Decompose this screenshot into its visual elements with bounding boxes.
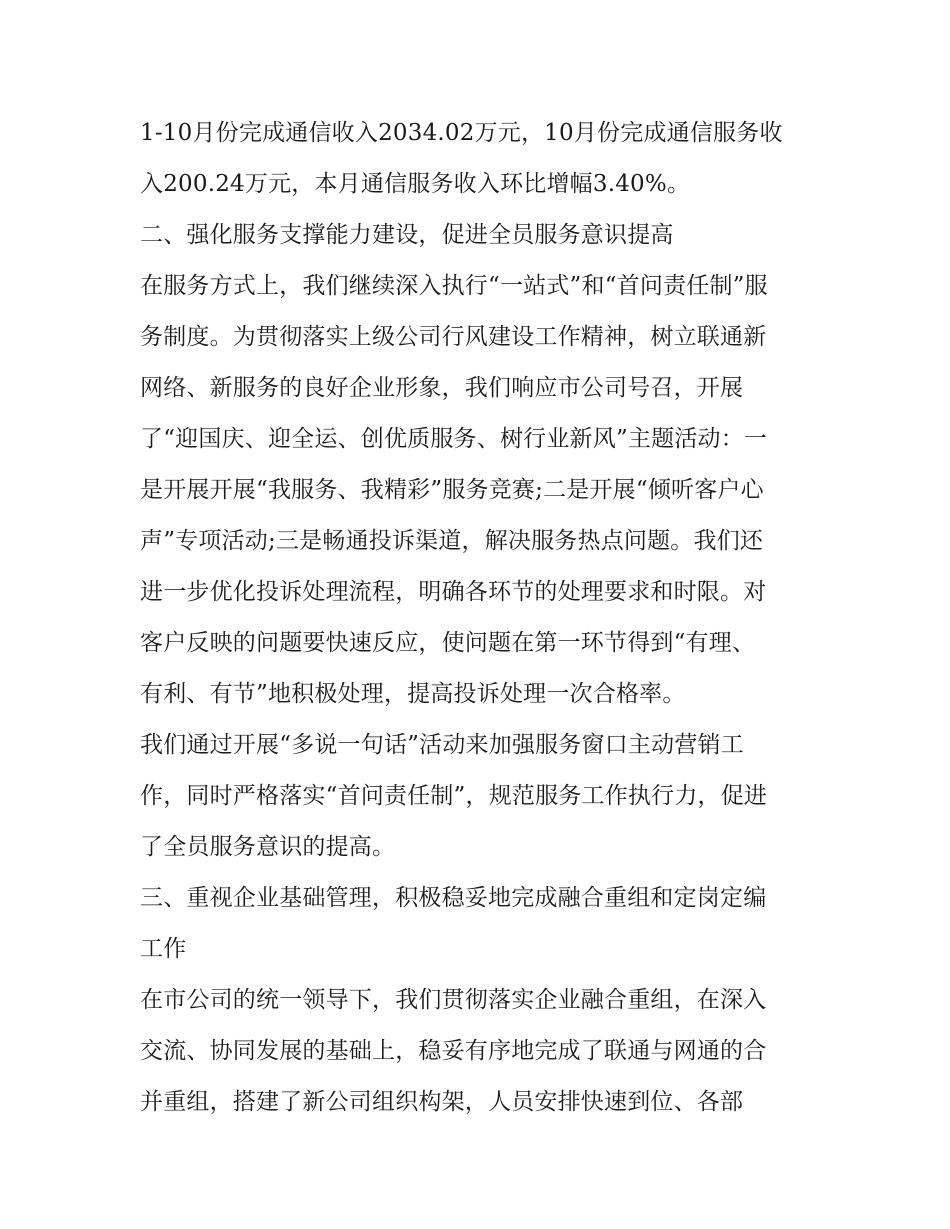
text-line: 是开展开展“我服务、我精彩”服务竞赛;二是开展“倾听客户心 — [140, 477, 764, 503]
text-line: 1-10月份完成通信收入2034.02万元，10月份完成通信服务收 — [140, 120, 783, 146]
text-line: 网络、新服务的良好企业形象，我们响应市公司号召，开展 — [140, 375, 744, 401]
text-line: 了全员服务意识的提高。 — [140, 834, 396, 860]
section-heading: 二、强化服务支撑能力建设，促进全员服务意识提高 — [140, 222, 674, 248]
section-heading: 三、重视企业基础管理，积极稳妥地完成融合重组和定岗定编 — [140, 885, 767, 911]
text-line: 在市公司的统一领导下，我们贯彻落实企业融合重组，在深入 — [140, 987, 767, 1013]
text-line: 交流、协同发展的基础上，稳妥有序地完成了联通与网通的合 — [140, 1038, 767, 1064]
text-line: 作，同时严格落实“首问责任制”，规范服务工作执行力，促进 — [140, 783, 768, 809]
text-line: 入200.24万元，本月通信服务收入环比增幅3.40%。 — [140, 171, 691, 197]
text-line: 务制度。为贯彻落实上级公司行风建设工作精神，树立联通新 — [140, 324, 767, 350]
text-line: 客户反映的问题要快速反应，使问题在第一环节得到“有理、 — [140, 630, 756, 656]
section-heading-continued: 工作 — [140, 936, 187, 962]
text-line: 有利、有节”地积极处理，提高投诉处理一次合格率。 — [140, 681, 686, 707]
text-line: 进一步优化投诉处理流程，明确各环节的处理要求和时限。对 — [140, 579, 767, 605]
text-line: 声”专项活动;三是畅通投诉渠道，解决服务热点问题。我们还 — [140, 528, 764, 554]
text-line: 我们通过开展“多说一句话”活动来加强服务窗口主动营销工 — [140, 732, 744, 758]
text-line: 在服务方式上，我们继续深入执行“一站式”和“首问责任制”服 — [140, 273, 768, 299]
text-line: 了“迎国庆、迎全运、创优质服务、树行业新风”主题活动：一 — [140, 426, 768, 452]
text-line: 并重组，搭建了新公司组织构架，人员安排快速到位、各部 — [140, 1089, 744, 1115]
document-page — [140, 108, 820, 1128]
